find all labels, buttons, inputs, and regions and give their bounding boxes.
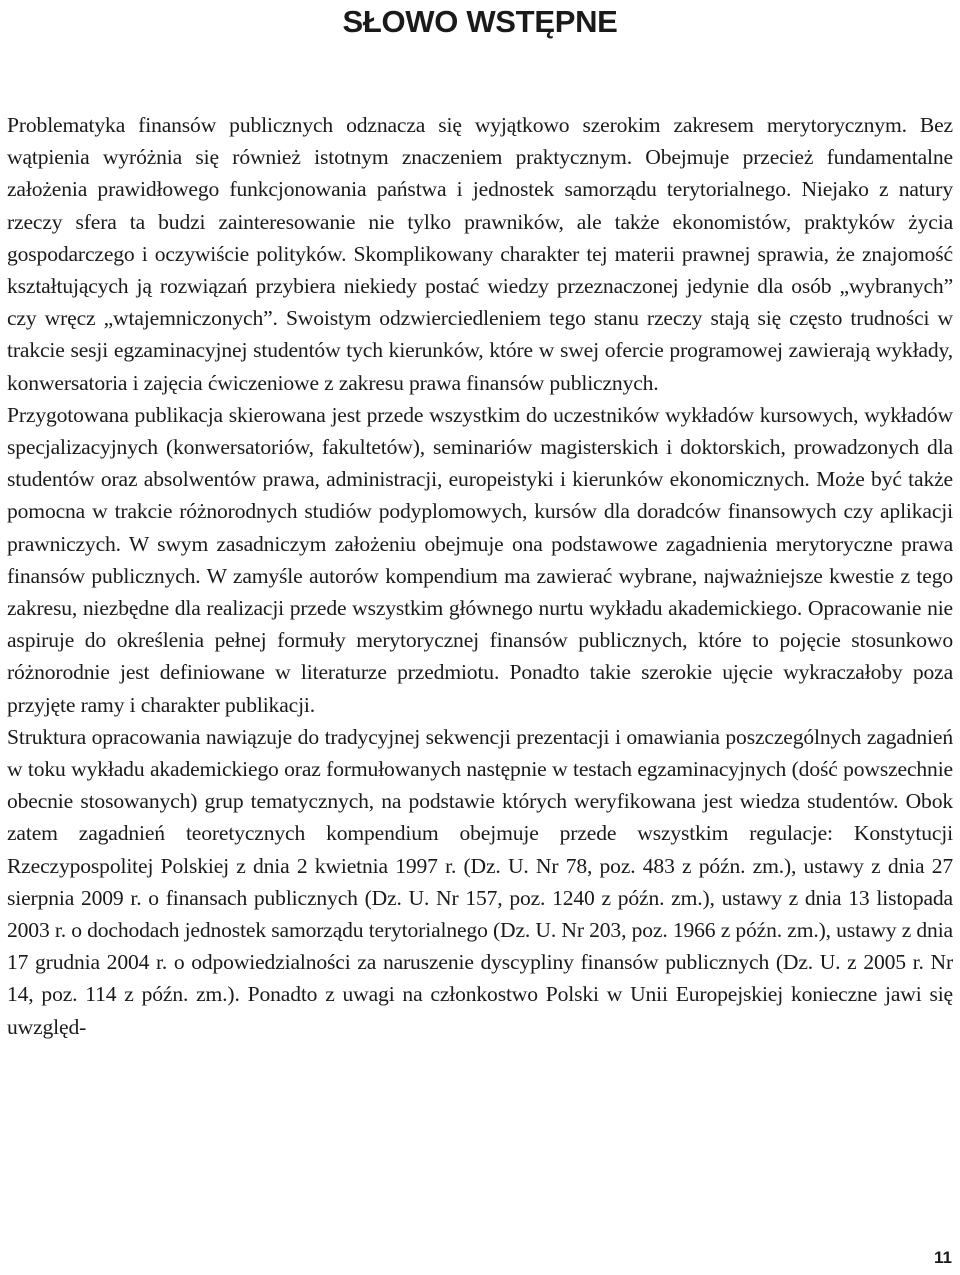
paragraph-2: Przygotowana publikacja skierowana jest przede wszystkim do uczestników wykładów kursowych, wykładów specjalizacyjnych (konwersatoriów, fakultetów), seminariów magisterskich i doktorskich, prowadzonych dla studentów oraz absolwentów prawa, administracji, europeistyki i kierunków ekonomicznych. Może być także pomocna w trakcie różnorodnych studiów podyplomowych, kursów dla doradców finansowych czy aplikacji prawniczych. W swym zasadniczym założeniu obejmuje ona podstawowe zagadnienia merytoryczne prawa finansów publicznych. W zamyśle autorów kompendium ma zawierać wybrane, najważniejsze kwestie z tego zakresu, niezbędne dla realizacji przede wszystkim głównego nurtu wykładu akademickiego. Opracowanie nie aspiruje do określenia pełnej formuły merytorycznej finansów publicznych, które to pojęcie stosunkowo różnorodnie jest definiowane w literaturze przedmiotu. Ponadto takie szerokie ujęcie wykraczałoby poza przyjęte ramy i charakter publikacji. [7, 402, 953, 717]
page-title: SŁOWO WSTĘPNE [342, 4, 618, 39]
body-text [7, 109, 953, 1043]
paragraph-3: Struktura opracowania nawiązuje do tradycyjnej sekwencji prezentacji i omawiania poszczególnych zagadnień w toku wykładu akademickiego oraz formułowanych następnie w testach egzaminacyjnych (dość powszechnie obecnie stosowanych) grup tematycznych, na podstawie których weryfikowana jest wiedza studentów. Obok zatem zagadnień teoretycznych kompendium obejmuje przede wszystkim regulacje: Konstytucji Rzeczypospolitej Polskiej z dnia 2 kwietnia 1997 r. (Dz. U. Nr 78, poz. 483 z późn. zm.), ustawy z dnia 27 sierpnia 2009 r. o finansach publicznych (Dz. U. Nr 157, poz. 1240 z późn. zm.), ustawy z dnia 13 listopada 2003 r. o dochodach jednostek samorządu terytorialnego (Dz. U. Nr 203, poz. 1966 z późn. zm.), ustawy z dnia 17 grudnia 2004 r. o odpowiedzialności za naruszenie dyscypliny finansów publicznych (Dz. U. z 2005 r. Nr 14, poz. 114 z późn. zm.). Ponadto z uwagi na członkostwo Polski w Unii Europejskiej konieczne jawi się uwzględ- [7, 724, 953, 1039]
paragraph-1: Problematyka finansów publicznych odznacza się wyjątkowo szerokim zakresem merytorycznym. Bez wątpienia wyróżnia się również istotnym znaczeniem praktycznym. Obejmuje przecież fundamentalne założenia prawidłowego funkcjonowania państwa i jednostek samorządu terytorialnego. Niejako z natury rzeczy sfera ta budzi zainteresowanie nie tylko prawników, ale także ekonomistów, praktyków życia gospodarczego i oczywiście polityków. Skomplikowany charakter tej materii prawnej sprawia, że znajomość kształtujących ją rozwiązań przybiera niekiedy postać wiedzy przeznaczonej jedynie dla osób „wybranych” czy wręcz „wtajemniczonych”. Swoistym odzwierciedleniem tego stanu rzeczy stają się często trudności w trakcie sesji egzaminacyjnej studentów tych kierunków, które w swej ofercie programowej zawierają wykłady, konwersatoria i zajęcia ćwiczeniowe z zakresu prawa finansów publicznych. [7, 113, 953, 395]
page-number: 11 [934, 1248, 952, 1267]
